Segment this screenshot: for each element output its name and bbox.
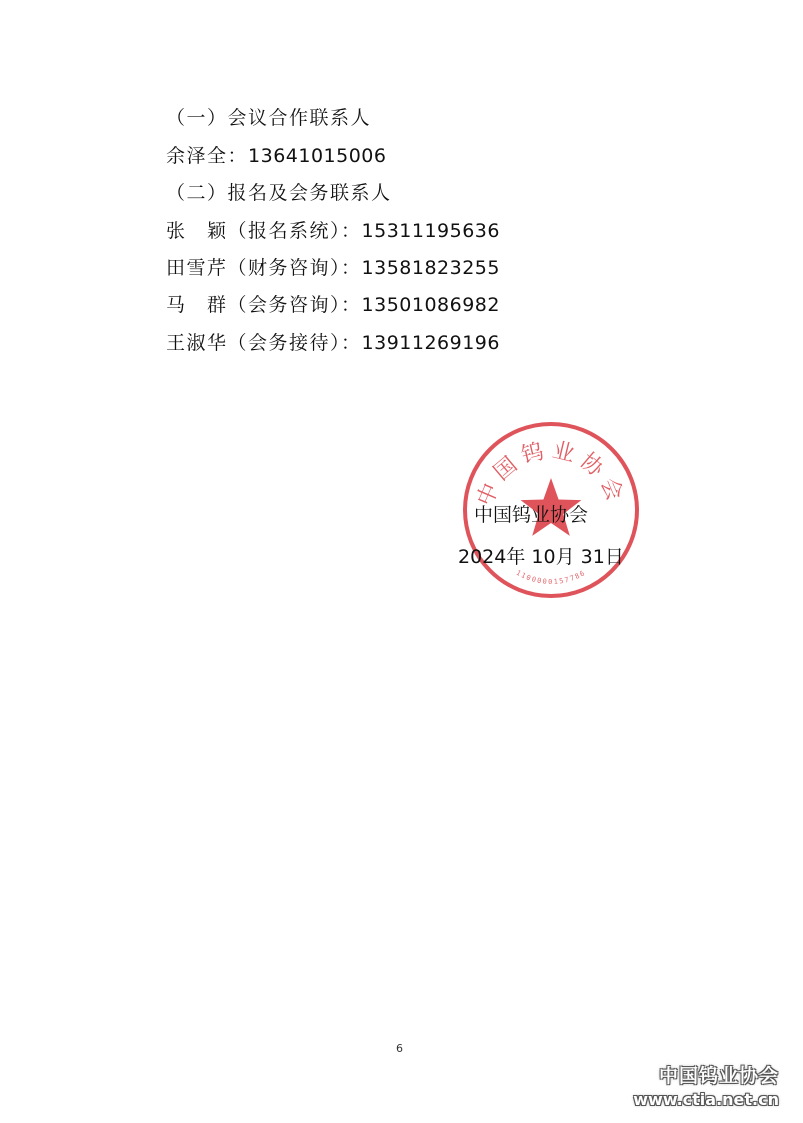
date-year-suffix: 年 bbox=[506, 546, 526, 568]
contact-name: 张 颖（报名系统）： bbox=[166, 220, 362, 242]
section-2-heading bbox=[166, 181, 392, 205]
contact-phone: 13581823255 bbox=[361, 257, 500, 279]
contact-row-1 bbox=[166, 144, 387, 168]
contact-name: 马 群（会务咨询）： bbox=[166, 294, 362, 316]
section-2-heading-text: （二）报名及会务联系人 bbox=[166, 182, 392, 204]
signature-date bbox=[458, 545, 624, 569]
section-1-heading bbox=[166, 106, 371, 130]
signature-org-name: 中国钨业协会 bbox=[474, 504, 589, 526]
date-month-suffix: 月 bbox=[555, 546, 575, 568]
date-year: 2024 bbox=[458, 546, 507, 568]
contact-row-4 bbox=[166, 293, 500, 317]
site-watermark bbox=[633, 1061, 779, 1109]
date-day-suffix: 日 bbox=[604, 546, 624, 568]
watermark-org-name: 中国钨业协会 bbox=[658, 1065, 779, 1087]
seal-serial-number: 1100000157786 bbox=[514, 568, 588, 587]
contact-row-5 bbox=[166, 331, 500, 355]
page-number: 6 bbox=[396, 1042, 403, 1055]
contact-row-3 bbox=[166, 256, 500, 280]
seal-arc-text: 中国钨业协会 bbox=[472, 437, 630, 510]
contact-name: 余泽全： bbox=[166, 145, 249, 167]
date-month: 10 bbox=[531, 546, 556, 568]
contact-name: 田雪芹（财务咨询）： bbox=[166, 257, 362, 279]
section-1-heading-text: （一）会议合作联系人 bbox=[166, 107, 372, 129]
date-day: 31 bbox=[580, 546, 605, 568]
contact-phone: 15311195636 bbox=[361, 220, 500, 242]
contact-phone: 13641015006 bbox=[248, 145, 387, 167]
signature-organization bbox=[474, 503, 588, 527]
watermark-url: www.ctia.net.cn bbox=[633, 1090, 779, 1109]
contact-row-2 bbox=[166, 219, 500, 243]
contact-phone: 13501086982 bbox=[361, 294, 500, 316]
contact-name: 王淑华（会务接待）： bbox=[166, 332, 362, 354]
contact-phone: 13911269196 bbox=[361, 332, 500, 354]
